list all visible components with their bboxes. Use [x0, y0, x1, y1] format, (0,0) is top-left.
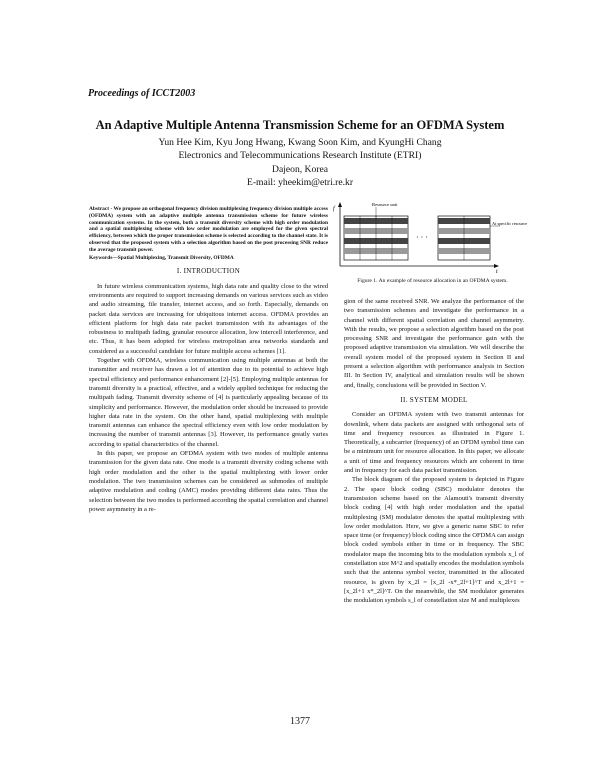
page-number: 1377: [290, 716, 310, 727]
section-heading-introduction: I. INTRODUCTION: [176, 267, 241, 276]
affiliation: Electronics and Telecommunications Research Institute (ETRI): [178, 150, 422, 162]
frequency-axis: [338, 202, 342, 266]
abstract: Abstract - We propose an orthogonal frequency division multiplexing frequency division multiple access (OFDMA) system with an adaptive multiple antenna transmission scheme for future wireless communication systems. In the system, both a transmit diversity scheme with high order modulation and a spatial multiplexing scheme with low order modulation are employed for the given spectral efficiency, between which the proper transmission scheme is selected according to the channel state. It is observed that the proposed system with a selection algorithm based on the post processing SNR reduce the average transmit power.: [89, 206, 328, 253]
section-heading-system-model: II. SYSTEM MODEL: [400, 395, 468, 404]
axis-label-time: t: [496, 269, 498, 274]
figure-resource-allocation: [330, 196, 535, 274]
keywords: Keywords—Spatial Multiplexing, Transmit Diversity, OFDMA: [89, 254, 234, 261]
left-column: [89, 206, 328, 514]
paper-title: An Adaptive Multiple Antenna Transmission Scheme for an OFDMA System: [95, 118, 505, 132]
figure-caption: Figure 1. An example of resource allocation in an OFDMA system.: [357, 278, 508, 284]
location: Dajeon, Korea: [272, 163, 328, 175]
authors: Yun Hee Kim, Kyu Jong Hwang, Kwang Soon Kim, and KyungHi Chang: [158, 137, 442, 148]
email: E-mail: yheekim@etri.re.kr: [246, 177, 354, 189]
ellipsis-mark: · · ·: [416, 233, 428, 242]
label-specific-resource: At specific resource: [492, 221, 528, 226]
right-column: [344, 297, 524, 606]
label-resource-unit: Resource unit: [372, 202, 398, 207]
resource-grid: [344, 216, 490, 260]
time-axis: [340, 264, 499, 268]
paragraph: Consider an OFDMA system with two transmit antennas for downlink, where data packets are assigned with orthogonal sets of time and frequency resources as illustrated in Figure 1. Theoretically, a subcarrier (frequency) of an OFDM symbol time can be a minimum unit for resource allocation. In this paper, we allocate a unit of time and frequency resources which are coherent in time and in frequency for each data packet transmission.: [344, 411, 524, 475]
paragraph: Together with OFDMA, wireless communication using multiple antennas at both the transmitter and receiver has drawn a lot of attention due to its potential to achieve high spectral efficiency and performance enhancement [2]-[5]. Employing multiple antennas for transmit diversity is a practical, effective, and a widely applied technique for reducing the multipath fading. Transmit diversity scheme of [4] is particularly appealing because of its simplicity and performance. However, the modulation order should be increased to provide higher data rate in the system. On the other hand, spatial multiplexing with multiple transmit antennas can enhance the spectral efficiency even with low order modulation by increasing the number of transmit antennas [3]. However, its performance greatly varies according to spatial characteristics of the channel.: [89, 357, 328, 448]
paragraph: In future wireless communication systems, high data rate and quality close to the wired environments are required to support increasing demands on various services such as video and audio streaming, file transfer, internet access, and so forth. Especially, demands on packet data services are increasing for ubiquitous internet access. OFDMA provides an efficient platform for high data rate packet transmission with its advantages of the robustness to multipath fading, granular resource allocation, low intercell interference, and etc. Thus, it has been adopted for wireless metropolitan area networks standards and considered as a successful candidate for future multiple access schemes [1].: [89, 282, 328, 355]
paragraph: The block diagram of the proposed system is depicted in Figure 2. The space block coding (SBC) modulator denotes the transmission scheme based on the Alamouti's transmit diversity block coding [4] with high order modulation and the spatial multiplexing (SM) modulator denotes the spatial multiplexing with low order modulation. Here, we give a generic name SBC to refer space time (or frequency) block coding since the OFDMA can assign block coded symbols either in time or in frequency. The SBC modulator maps the incoming bits to the modulation symbols x_l of constellation size M^2 and spatially encodes the modulation symbols such that the antenna symbol vector, transmitted in the allocated resource, is given by x_2l = [x_2l -x*_2l+1]^T and x_2l+1 = [x_2l+1 x*_2l]^T. On the meanwhile, the SM modulator generates the modulation symbols s_l of constellation size M and multiplexes: [344, 476, 524, 605]
proceedings-header: Proceedings of ICCT2003: [88, 88, 196, 99]
paragraph: gion of the same received SNR. We analyze the performance of the two transmission schemes and investigate the performance in a channel with different spatial correlation and channel asymmetry. With the results, we propose a selection algorithm based on the post processing SNR and investigate the performance gain with the proposed adaptive transmission via simulation. We will describe the overall system model of the proposed system in Section II and present a selection algorithm with performance analysis in Section III. In Section IV, analytical and simulation results will be shown and, finally, conclusions will be provided in Section V.: [344, 298, 524, 389]
paragraph: In this paper, we propose an OFDMA system with two modes of multiple antenna transmission for the given data rate. One mode is a transmit diversity coding scheme with high order modulation and the other is the spatial multiplexing with lower order modulation. The two transmission schemes can be considered as submodes of multiple adaptive modulation and coding (AMC) modes providing different data rates. Thus the selection between the two modes is performed according the spatial correlation and channel power asymmetry in a re-: [89, 450, 328, 513]
author-block: [0, 136, 600, 190]
axis-label-frequency: f: [333, 206, 335, 212]
